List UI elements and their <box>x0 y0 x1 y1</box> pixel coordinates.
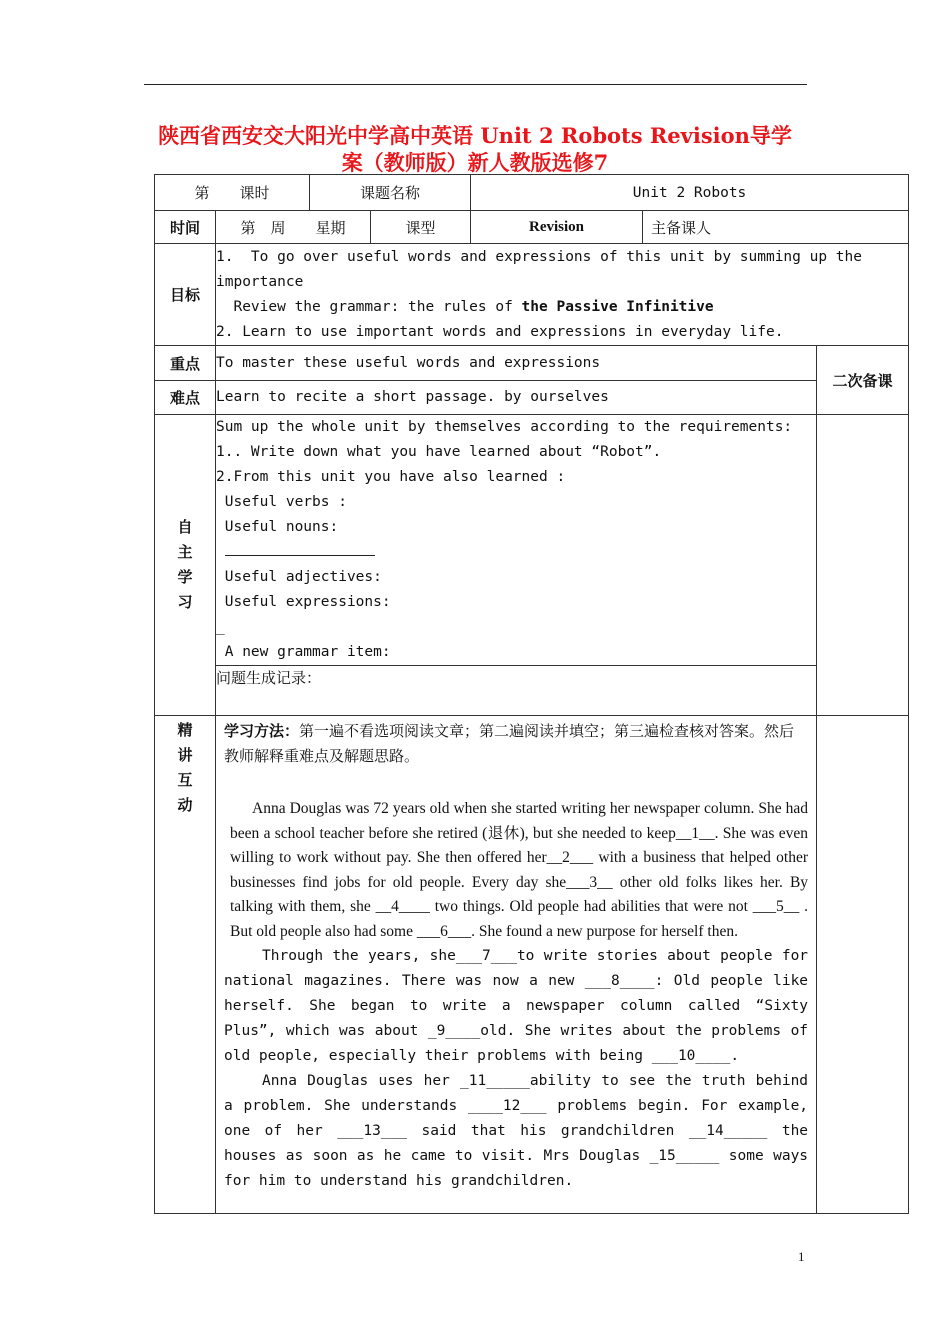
question-record: 问题生成记录： <box>216 666 817 716</box>
goals-row <box>155 244 909 346</box>
side-notes-cell-2 <box>817 716 909 1214</box>
record-row <box>155 666 909 716</box>
goals-line-1a: 1. To go over useful words and expressions of this unit by summing up the <box>216 248 863 265</box>
lesson-plan-table <box>154 174 909 1214</box>
type-value: Revision <box>471 211 643 244</box>
useful-verbs: Useful verbs : <box>216 494 347 510</box>
useful-adjectives: Useful adjectives: <box>216 569 382 585</box>
self-study-item-2: 2.From this unit you have also learned : <box>216 469 566 485</box>
expressions-dash: _ <box>216 619 225 635</box>
goals-line-3: 2. Learn to use important words and expressions in everyday life. <box>216 323 784 340</box>
passage-paragraph-2: Through the years, she___7___to write stories about people for national magazines. There was now a new ___8____: Old people like herself. She began to write a newspaper column called “Sixty Plus”, which was about _9____old. She writes about the problems of old people, especially their problems with being ___10____. <box>224 948 809 1064</box>
time-label: 时间 <box>155 211 216 244</box>
useful-expressions: Useful expressions: <box>216 594 391 610</box>
side-notes-cell-1 <box>817 415 909 716</box>
goals-line-2 <box>216 295 908 320</box>
interaction-char-4: 动 <box>177 796 193 814</box>
key-point-label: 重点 <box>155 346 216 381</box>
topic-label: 课题名称 <box>310 175 471 211</box>
interaction-char-1: 精 <box>177 721 193 739</box>
study-method <box>224 719 808 769</box>
self-study-item-1: 1.. Write down what you have learned about “Robot”. <box>216 444 662 460</box>
difficult-point-label: 难点 <box>155 381 216 415</box>
study-method-text: 第一遍不看选项阅读文章；第二遍阅读并填空；第三遍检查核对答案。然后教师解释重难点及解题思路。 <box>224 722 795 765</box>
header-row-2 <box>155 211 909 244</box>
nouns-blank-line <box>216 540 816 565</box>
interaction-content <box>216 716 817 1214</box>
self-study-content <box>216 415 817 666</box>
goals-grammar-focus: the Passive Infinitive <box>521 298 714 315</box>
self-study-intro: Sum up the whole unit by themselves according to the requirements: <box>216 419 793 435</box>
title-line-1: 陕西省西安交大阳光中学高中英语 Unit 2 Robots Revision导学 <box>158 123 792 148</box>
document-title <box>150 122 800 176</box>
self-study-char-3: 学 <box>177 568 193 586</box>
passage-paragraph-3: Anna Douglas uses her _11_____ability to see the truth behind a problem. She understands ____12___ problems begin. For example, one of her ___13___ said that his grandchildren __14_____ the houses as soon as he came to visit. Mrs Douglas _15_____ some ways for him to understand his grandchildren. <box>224 1073 809 1189</box>
period-label: 第 课时 <box>155 175 310 211</box>
page-number: 1 <box>798 1249 805 1264</box>
interaction-char-2: 讲 <box>177 746 193 764</box>
interaction-label <box>155 716 216 1214</box>
header-rule <box>144 84 807 85</box>
interaction-char-3: 互 <box>177 771 193 789</box>
header-row-1 <box>155 175 909 211</box>
second-prep-note: 二次备课 <box>817 346 909 415</box>
passage-text-1: Anna Douglas was 72 years old when she started writing her newspaper column. She had been a school teacher before she retired (退休), but she needed to keep__1__. She was even willing to work without pay. She then offered her__2___ with a business that helped other businesses find jobs for old people. Every day she___3__ other old folks likes her. By talking with them, she __4____ two things. Old people had abilities that were not ___5__ . But old people also had some ___6___. She found a new purpose for herself then. <box>230 800 809 940</box>
title-line-2: 案（教师版）新人教版选修7 <box>341 150 609 175</box>
self-study-row <box>155 415 909 666</box>
self-study-char-2: 主 <box>177 543 193 561</box>
interaction-row <box>155 716 909 1214</box>
study-method-label: 学习方法： <box>224 722 300 740</box>
goals-line-1b: importance <box>216 273 304 290</box>
goals-line-2-prefix: Review the grammar: the rules of <box>216 298 522 315</box>
useful-nouns: Useful nouns: <box>216 519 339 535</box>
passage-paragraph-1 <box>224 797 808 944</box>
type-label: 课型 <box>371 211 471 244</box>
topic-value: Unit 2 Robots <box>471 175 909 211</box>
self-study-char-1: 自 <box>177 518 193 536</box>
difficult-point-text: Learn to recite a short passage. by ourselves <box>216 381 817 415</box>
difficult-point-row <box>155 381 909 415</box>
self-study-label <box>155 415 216 716</box>
week-label: 第 周 星期 <box>216 211 371 244</box>
key-point-text: To master these useful words and expressions <box>216 346 817 381</box>
teacher-label: 主备课人 <box>643 211 909 244</box>
self-study-char-4: 习 <box>177 593 193 611</box>
passage-paragraphs-mono <box>224 944 808 1194</box>
goals-label: 目标 <box>155 244 216 346</box>
key-point-row <box>155 346 909 381</box>
grammar-item: A new grammar item: <box>216 644 391 660</box>
goals-content <box>216 244 909 346</box>
